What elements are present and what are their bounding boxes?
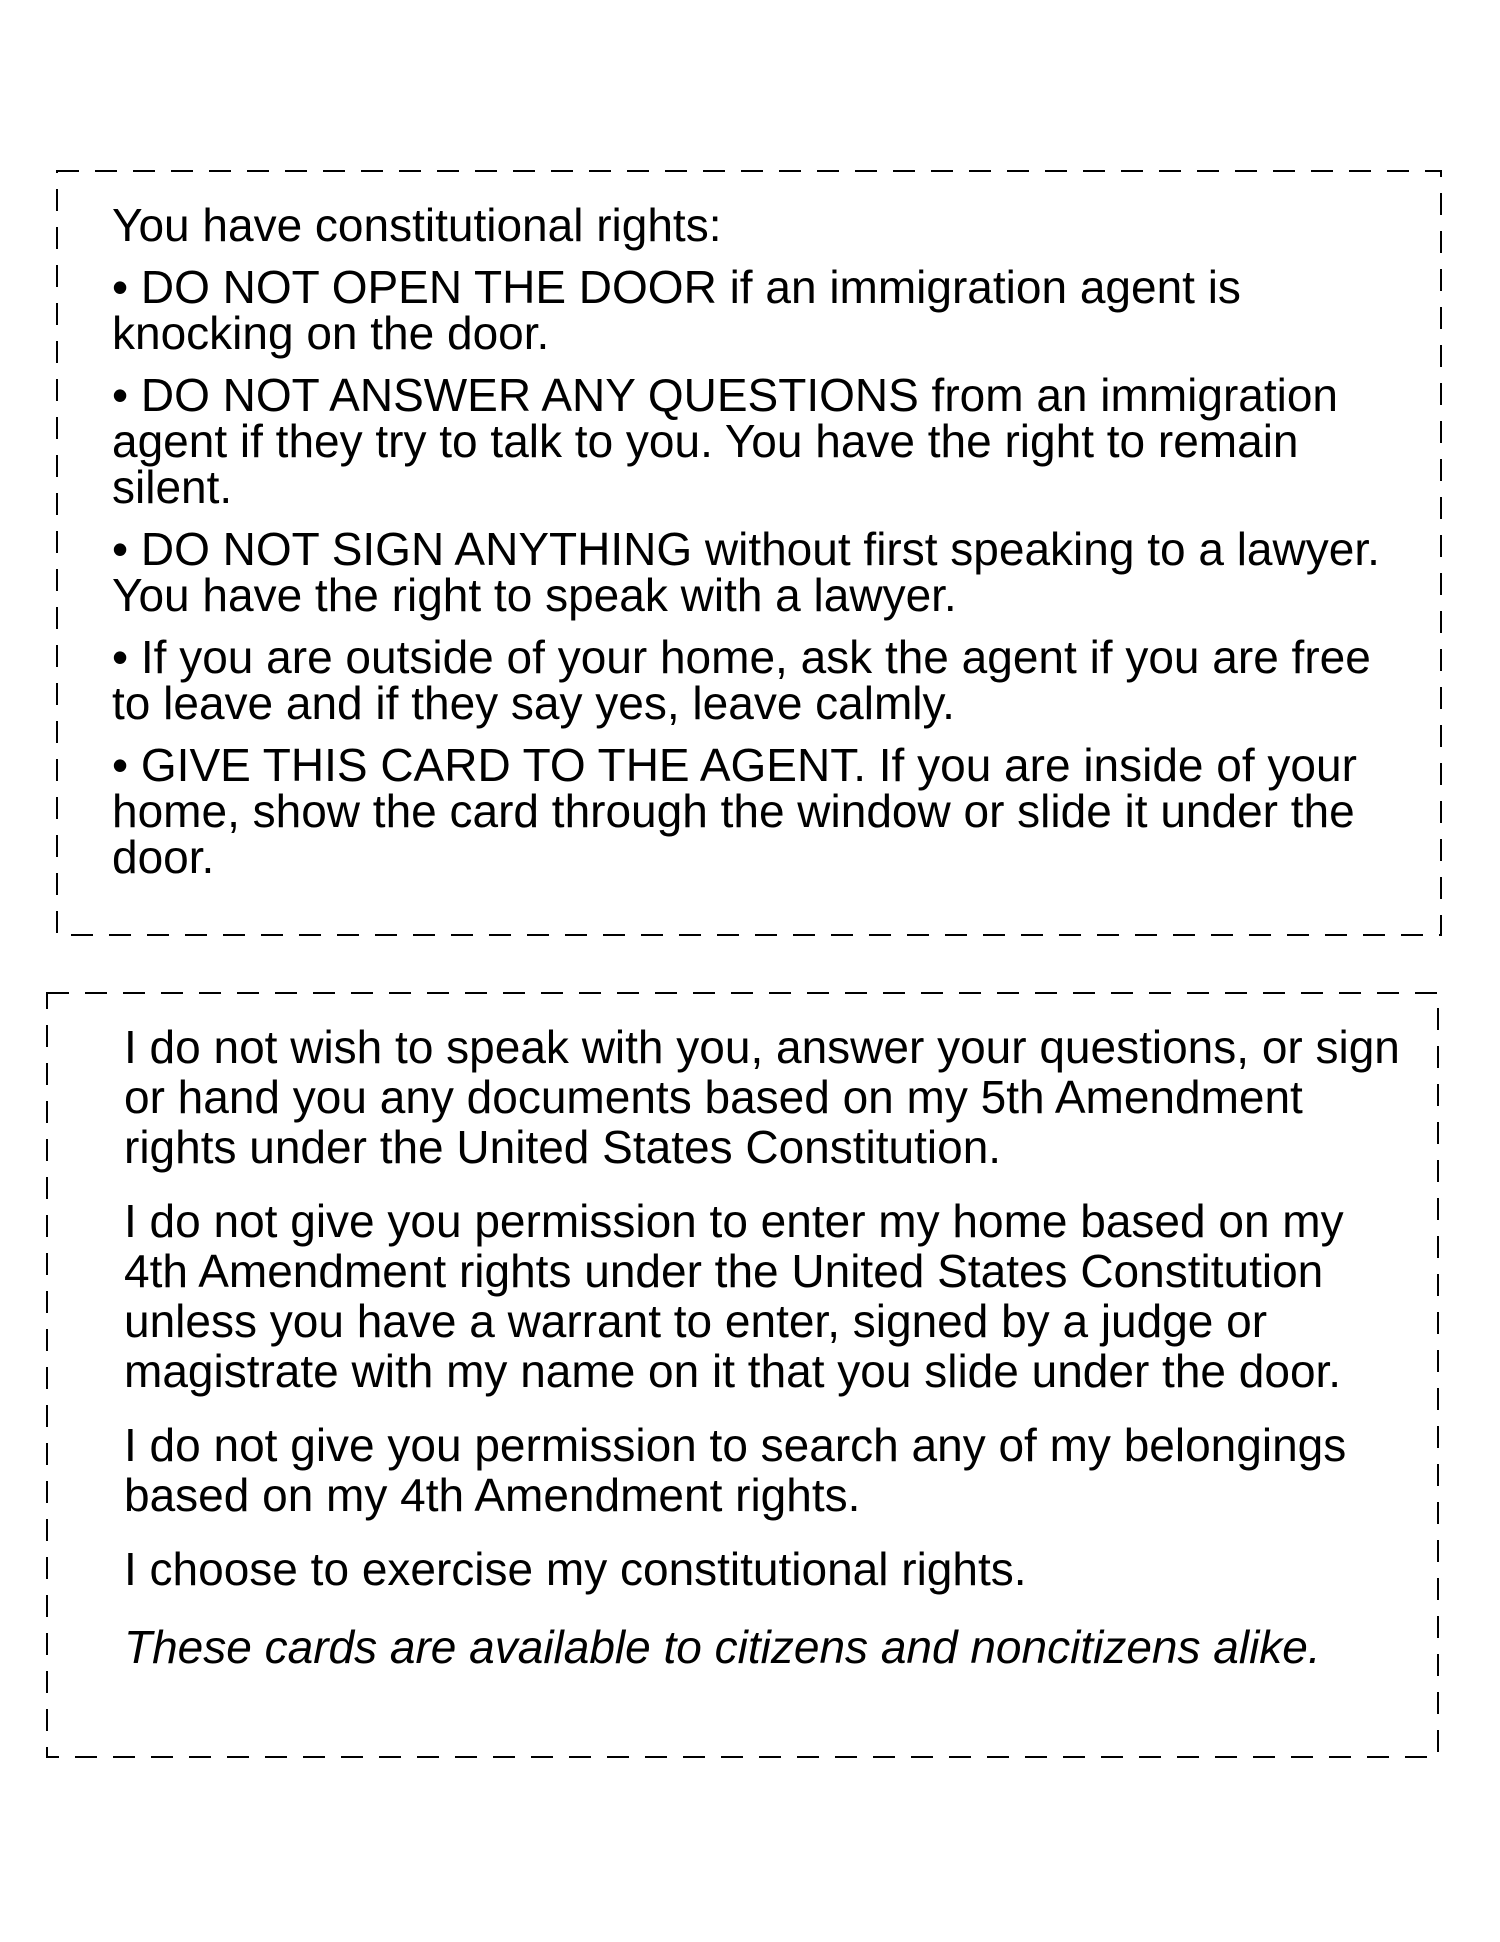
rights-intro: You have constitutional rights: [112, 199, 722, 251]
statement-search: I do not give you permission to search any of my belongings based on my 4th Amendment rights. [124, 1419, 1347, 1521]
rights-card-back-content [124, 1022, 1414, 1696]
rights-bullet-sign: • DO NOT SIGN ANYTHING without first speaking to a lawyer. You have the right to speak with a lawyer. [112, 523, 1380, 621]
rights-card-front [56, 170, 1442, 936]
rights-bullet-outside: • If you are outside of your home, ask the agent if you are free to leave and if they say yes, leave calmly. [112, 631, 1371, 729]
rights-bullet-give-card: • GIVE THIS CARD TO THE AGENT. If you are inside of your home, show the card through the window or slide it under the door. [112, 739, 1357, 883]
rights-card-front-content [112, 199, 1402, 896]
availability-footnote: These cards are available to citizens and noncitizens alike. [124, 1621, 1321, 1673]
rights-bullet-door: • DO NOT OPEN THE DOOR if an immigration agent is knocking on the door. [112, 261, 1241, 359]
statement-enter-home: I do not give you permission to enter my home based on my 4th Amendment rights under the United States Constitution unless you have a warrant to enter, signed by a judge or magistrate with my name on it that you slide under the door. [124, 1195, 1344, 1397]
statement-5th-amendment: I do not wish to speak with you, answer your questions, or sign or hand you any documents based on my 5th Amendment rights under the United States Constitution. [124, 1021, 1400, 1173]
rights-bullet-questions: • DO NOT ANSWER ANY QUESTIONS from an immigration agent if they try to talk to you. You have the right to remain silent. [112, 369, 1339, 513]
statement-exercise-rights: I choose to exercise my constitutional rights. [124, 1543, 1027, 1595]
rights-card-back [46, 992, 1439, 1758]
